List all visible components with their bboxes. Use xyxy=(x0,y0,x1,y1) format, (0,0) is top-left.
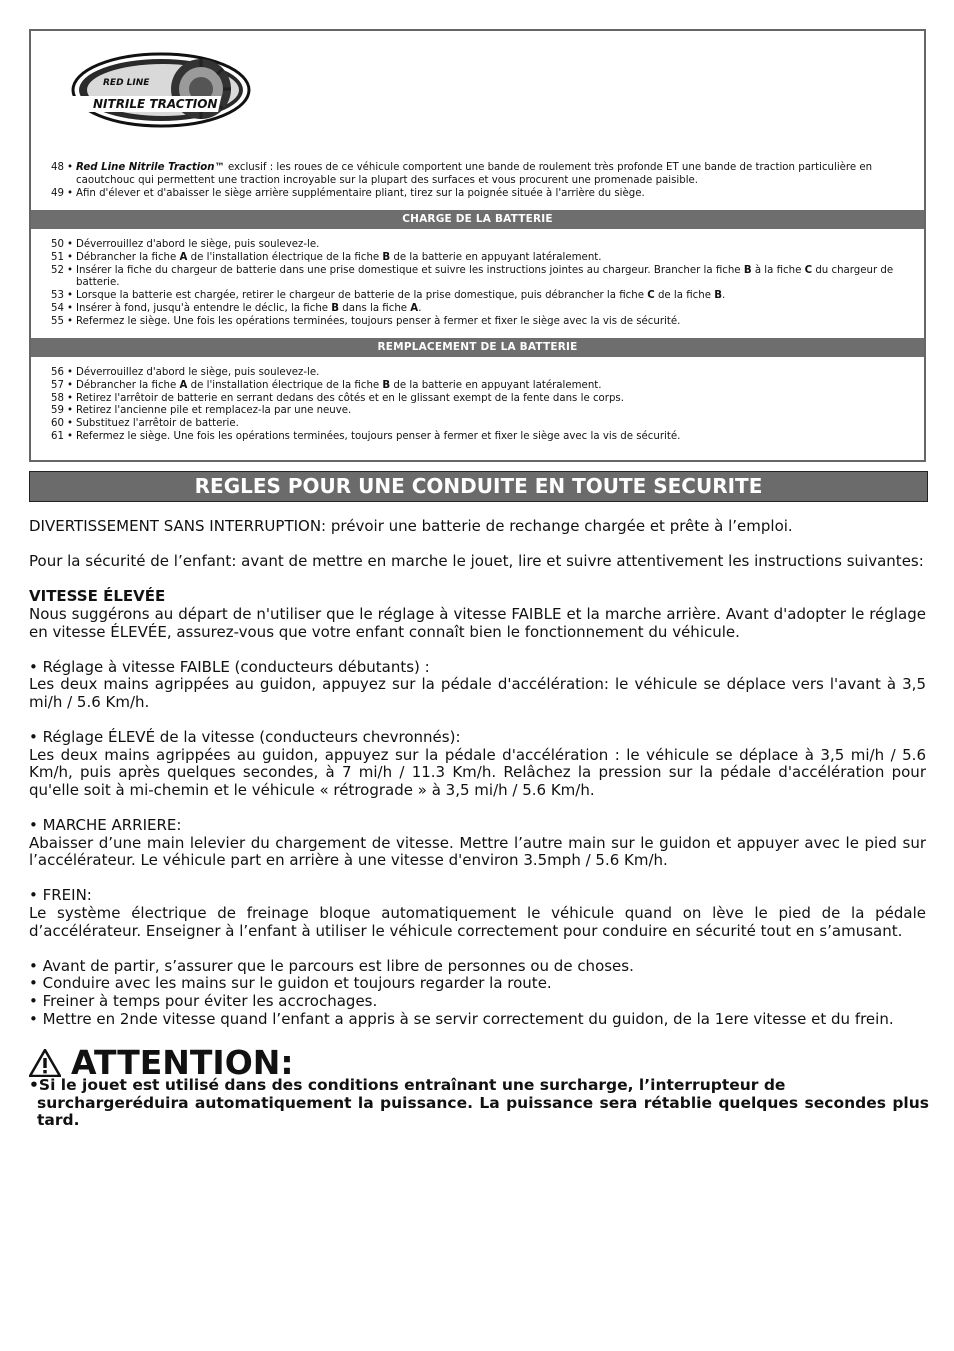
plug-letter: B xyxy=(382,251,391,263)
item-text: Refermez le siège. Une fois les opérations terminées, toujours penser à fermer et fixer le siège avec la vis de sécurité. xyxy=(76,315,681,327)
svg-text:NITRILE TRACTION: NITRILE TRACTION xyxy=(93,97,218,111)
bullet: • xyxy=(66,187,73,199)
item-number: 50 xyxy=(51,239,64,250)
rule-bullet: • Conduire avec les mains sur le guidon et toujours regarder la route. xyxy=(29,974,552,993)
bullet: • xyxy=(66,367,73,378)
item-number: 55 xyxy=(51,315,64,327)
item-text: Retirez l'ancienne pile et remplacez-la par une neuve. xyxy=(76,405,352,417)
item-number: 61 xyxy=(51,430,64,442)
item-number: 56 xyxy=(51,367,64,378)
svg-text:RED LINE: RED LINE xyxy=(103,78,150,88)
reverse-text: Abaisser d’une main lelevier du chargement de vitesse. Mettre l’autre main sur le guidon et appuyer avec le pied sur l’accélérateur. Le véhicule part en arrière à une vitesse d'environ 3.5mph / 5.6 Km/h. xyxy=(29,833,926,870)
item-number: 48 xyxy=(51,162,64,173)
item-number: 51 xyxy=(51,251,64,263)
attention-text xyxy=(29,1077,929,1130)
instruction-item xyxy=(48,188,908,201)
high-speed-text: Les deux mains agrippées au guidon, appuyez sur la pédale d'accélération : le véhicule se déplace à 3,5 mi/h / 5.6 Km/h, puis après quelques secondes, à 7 mi/h / 11.3 Km/h. Relâchez la pression sur la pédale d'accélération pour qu'elle soit à mi-chemin et le véhicule « rétrograde » à 3,5 mi/h / 5.6 Km/h. xyxy=(29,745,926,799)
reverse-title: • MARCHE ARRIERE: xyxy=(29,816,182,835)
instruction-item xyxy=(48,162,908,188)
item-text: Insérer à fond, jusqu'à entendre le déclic, la fiche B dans la fiche A. xyxy=(76,302,422,314)
item-number: 53 xyxy=(51,290,64,302)
item-number: 60 xyxy=(51,418,64,430)
item-text: Débrancher la fiche A de l'installation électrique de la fiche B de la batterie en appuyant latéralement. xyxy=(76,251,602,263)
instruction-item xyxy=(48,252,908,265)
item-text: Débrancher la fiche A de l'installation électrique de la fiche B de la batterie en appuyant latéralement. xyxy=(76,379,602,391)
bullet: • xyxy=(66,315,73,327)
feature-list xyxy=(48,162,908,200)
speed-heading: VITESSE ÉLEVÉE xyxy=(29,587,166,606)
attention-line-2: surchargeréduira automatiquement la puissance. La puissance sera rétablie quelques secondes plus tard. xyxy=(37,1093,929,1130)
item-text: Lorsque la batterie est chargée, retirer le chargeur de batterie de la prise domestique, puis débrancher la fiche C de la fiche B. xyxy=(76,290,726,302)
item-text: Substituez l'arrêtoir de batterie. xyxy=(76,418,239,430)
instruction-item xyxy=(48,367,908,380)
plug-letter: A xyxy=(179,251,188,263)
instruction-item xyxy=(48,405,908,418)
section-bar-charge: CHARGE DE LA BATTERIE xyxy=(31,210,924,229)
plug-letter: B xyxy=(743,264,752,276)
item-text: Refermez le siège. Une fois les opérations terminées, toujours penser à fermer et fixer le siège avec la vis de sécurité. xyxy=(76,430,681,442)
paragraph-safety: Pour la sécurité de l’enfant: avant de mettre en marche le jouet, lire et suivre attentivement les instructions suivantes: xyxy=(29,552,924,571)
item-text: Retirez l'arrêtoir de batterie en serrant dedans des côtés et en le glissant exempt de la fente dans le corps. xyxy=(76,392,624,404)
instruction-item xyxy=(48,239,908,252)
bullet: • xyxy=(66,290,73,302)
item-number: 49 xyxy=(51,187,64,199)
instruction-item xyxy=(48,431,908,444)
bullet: • xyxy=(66,251,73,263)
bullet: • xyxy=(66,379,73,391)
plug-letter: A xyxy=(179,379,188,391)
bullet: • xyxy=(66,418,73,430)
section-bar-replace: REMPLACEMENT DE LA BATTERIE xyxy=(31,338,924,357)
plug-letter: B xyxy=(331,302,340,314)
low-speed-text: Les deux mains agrippées au guidon, appuyez sur la pédale d'accélération: le véhicule se déplace vers l'avant à 3,5 mi/h / 5.6 Km/h. xyxy=(29,675,926,711)
instruction-item xyxy=(48,265,908,291)
bullet: • xyxy=(66,302,73,314)
rule-bullet: • Avant de partir, s’assurer que le parcours est libre de personnes ou de choses. xyxy=(29,956,634,975)
bullet: • xyxy=(66,162,73,173)
bullet: • xyxy=(66,264,73,276)
item-text: Afin d'élever et d'abaisser le siège arrière supplémentaire pliant, tirez sur la poignée située à l'arrière du siège. xyxy=(76,187,645,199)
plug-letter: C xyxy=(804,264,813,276)
instruction-item xyxy=(48,393,908,406)
item-number: 52 xyxy=(51,264,64,276)
item-text: Insérer la fiche du chargeur de batterie dans une prise domestique et suivre les instructions jointes au chargeur. Brancher la fiche B à la fiche C du chargeur de batterie. xyxy=(76,264,894,289)
plug-letter: B xyxy=(714,290,722,302)
bullet: • xyxy=(66,405,73,417)
brake-title: • FREIN: xyxy=(29,886,92,905)
safety-rules-banner: REGLES POUR UNE CONDUITE EN TOUTE SECURITE xyxy=(29,471,928,502)
rule-bullet: • Mettre en 2nde vitesse quand l’enfant a appris à se servir correctement du guidon, de la 1ere vitesse et du frein. xyxy=(29,1009,894,1028)
plug-letter: A xyxy=(410,302,419,314)
instruction-item xyxy=(48,316,908,329)
safety-rules-body xyxy=(29,518,926,1028)
red-line-nitrile-traction-logo xyxy=(71,51,251,129)
rule-bullet: • Freiner à temps pour éviter les accrochages. xyxy=(29,992,378,1011)
brake-text: Le système électrique de freinage bloque automatiquement le véhicule quand on lève le pied de la pédale d’accélérateur. Enseigner à l’enfant à utiliser le véhicule correctement pour conduire en sécurité tout en s’amusant. xyxy=(29,904,926,940)
brand-name: Red Line Nitrile Traction™ xyxy=(76,162,225,173)
instruction-item xyxy=(48,380,908,393)
attention-line-1: •Si le jouet est utilisé dans des conditions entraînant une surcharge, l’interrupteur de xyxy=(29,1076,786,1094)
info-box xyxy=(29,29,926,462)
item-text: Red Line Nitrile Traction™ exclusif : les roues de ce véhicule comportent une bande de roulement très profonde ET une bande de traction particulière en caoutchouc qui permettent une traction incroyable sur la plupart des surfaces et vous procurent une promenade paisible. xyxy=(76,162,873,186)
bullet: • xyxy=(66,430,73,442)
speed-text: Nous suggérons au départ de n'utiliser que le réglage à vitesse FAIBLE et la marche arrière. Avant d'adopter le réglage en vitesse ÉLEVÉE, assurez-vous que votre enfant connaît bien le fonctionnement du véhicule. xyxy=(29,604,926,641)
high-speed-title: • Réglage ÉLEVÉ de la vitesse (conducteurs chevronnés): xyxy=(29,728,461,747)
bullet: • xyxy=(66,239,73,250)
instruction-item xyxy=(48,290,908,303)
plug-letter: B xyxy=(382,379,391,391)
charge-list xyxy=(48,239,908,329)
instruction-item xyxy=(48,303,908,316)
item-text: Déverrouillez d'abord le siège, puis soulevez-le. xyxy=(76,367,320,378)
item-number: 54 xyxy=(51,302,64,314)
replace-list xyxy=(48,367,908,444)
item-number: 59 xyxy=(51,405,64,417)
warning-triangle-icon xyxy=(29,1049,61,1077)
plug-letter: C xyxy=(647,290,655,302)
item-number: 58 xyxy=(51,392,64,404)
item-text: Déverrouillez d'abord le siège, puis soulevez-le. xyxy=(76,239,320,250)
bullet: • xyxy=(66,392,73,404)
low-speed-title: • Réglage à vitesse FAIBLE (conducteurs débutants) : xyxy=(29,657,430,676)
paragraph-fun: DIVERTISSEMENT SANS INTERRUPTION: prévoir une batterie de rechange chargée et prête à l’emploi. xyxy=(29,517,793,535)
attention-title: ATTENTION: xyxy=(71,1043,294,1082)
instruction-item xyxy=(48,418,908,431)
item-number: 57 xyxy=(51,379,64,391)
